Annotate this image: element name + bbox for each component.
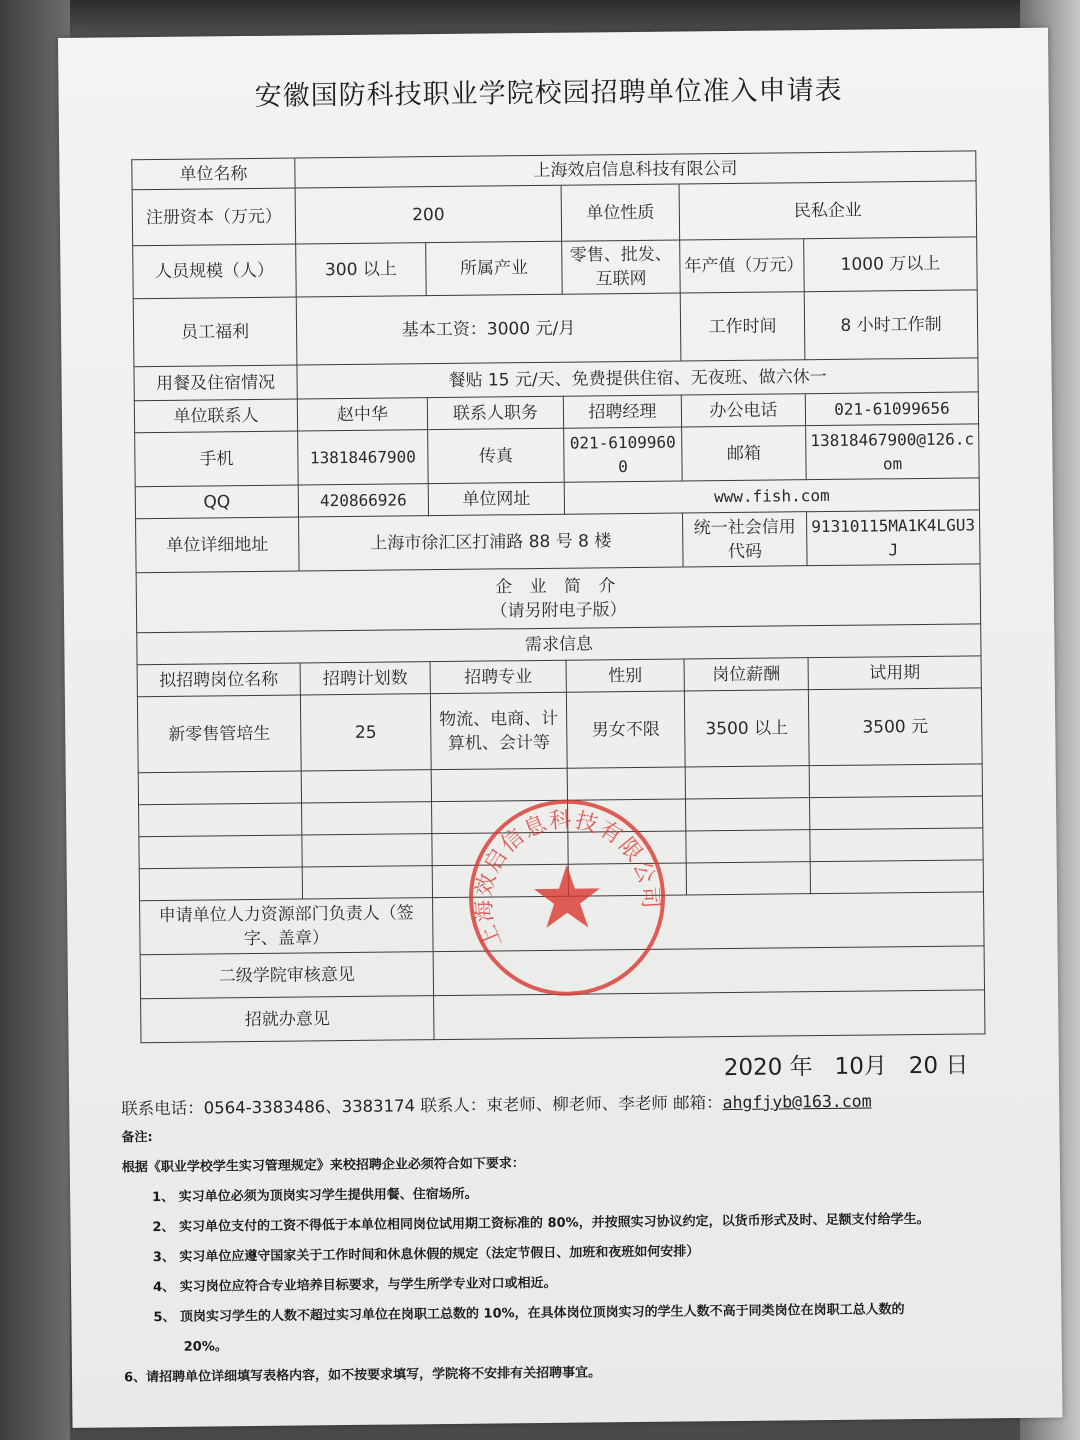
- note-item: 5、 顶岗实习学生的人数不超过实习单位在岗职工总数的 10%，在具体岗位顶岗实习的学生人数不高于同类岗位在岗职工总人数的: [153, 1302, 905, 1326]
- office-label: 办公电话: [681, 394, 805, 427]
- company-intro: [136, 564, 981, 633]
- row-hr: [140, 892, 985, 955]
- footer-contact: [121, 1088, 872, 1120]
- empty-cell[interactable]: [139, 835, 302, 869]
- meal-value[interactable]: 餐贴 15 元/天、免费提供住宿、无夜班、做六休一: [297, 358, 978, 399]
- industry-value[interactable]: 零售、批发、互联网: [562, 240, 681, 294]
- footer-contact-text: 联系电话：0564-3383486、3383174 联系人：束老师、柳老师、李老师 邮箱：: [121, 1093, 723, 1119]
- demand-header: 试用期: [808, 656, 981, 690]
- row-mobile: [135, 424, 980, 487]
- row-intro: [136, 564, 981, 633]
- demand-cell-salary[interactable]: 3500 以上: [684, 690, 809, 767]
- demand-cell-post[interactable]: 新零售管培生: [137, 695, 301, 773]
- fax-label: 传真: [428, 428, 565, 483]
- output-label: 年产值（万元）: [680, 239, 805, 293]
- website-label: 单位网址: [428, 482, 564, 515]
- address-value[interactable]: 上海市徐汇区打浦路 88 号 8 楼: [299, 513, 684, 571]
- nature-value[interactable]: 民私企业: [679, 181, 977, 240]
- empty-cell[interactable]: [302, 866, 432, 899]
- demand-header: 性别: [566, 659, 684, 692]
- demand-header: 岗位薪酬: [684, 658, 808, 691]
- empty-cell[interactable]: [686, 798, 810, 831]
- empty-cell[interactable]: [302, 802, 432, 835]
- demand-row: [137, 688, 982, 773]
- empty-cell[interactable]: [810, 828, 983, 862]
- date-month: 10: [834, 1053, 865, 1080]
- empty-cell[interactable]: [809, 796, 982, 830]
- contact-value[interactable]: 赵中华: [297, 398, 427, 431]
- row-staff: [133, 237, 978, 299]
- empty-cell[interactable]: [686, 862, 810, 895]
- worktime-label: 工作时间: [680, 292, 805, 361]
- worktime-value[interactable]: 8 小时工作制: [804, 290, 978, 360]
- application-form-table: [131, 150, 985, 1043]
- address-label: 单位详细地址: [136, 517, 300, 573]
- hr-signature-cell[interactable]: [433, 892, 985, 952]
- date-day-unit: 日: [945, 1052, 969, 1079]
- demand-title: 需求信息: [137, 624, 981, 665]
- capital-label: 注册资本（万元）: [132, 188, 296, 246]
- demand-header: 拟招聘岗位名称: [137, 663, 300, 697]
- intro-title: 企 业 简 介: [495, 575, 622, 597]
- qq-value[interactable]: 420866926: [298, 484, 428, 517]
- note-item: 3、 实习单位应遵守国家关于工作时间和休息休假的规定（法定节假日、加班和夜班如何安排）: [152, 1244, 700, 1266]
- row-capital: [132, 181, 977, 246]
- date-year: 2020: [723, 1054, 783, 1082]
- output-value[interactable]: 1000 万以上: [804, 237, 978, 292]
- empty-cell[interactable]: [432, 832, 568, 865]
- qq-label: QQ: [135, 485, 298, 519]
- office-opinion-cell[interactable]: [434, 990, 985, 1040]
- paper-sheet: [58, 28, 1063, 1428]
- sign-date: [724, 1047, 969, 1083]
- meal-label: 用餐及住宿情况: [134, 365, 297, 401]
- row-address: [136, 510, 981, 573]
- position-label: 联系人职务: [427, 396, 563, 429]
- demand-cell-major[interactable]: 物流、电商、计算机、会计等: [430, 692, 567, 769]
- office-opinion-label: 招就办意见: [141, 996, 434, 1043]
- date-month-unit: 月: [863, 1053, 888, 1080]
- footer-email-link[interactable]: ahgfjyb@163.com: [722, 1091, 872, 1113]
- credit-value[interactable]: 91310115MA1K4LGU3J: [807, 510, 981, 566]
- empty-cell[interactable]: [302, 834, 432, 867]
- welfare-value[interactable]: 基本工资：3000 元/月: [296, 293, 681, 365]
- empty-cell[interactable]: [138, 771, 301, 805]
- website-value[interactable]: www.fish.com: [564, 478, 979, 514]
- credit-label: 统一社会信用代码: [683, 512, 808, 567]
- empty-cell[interactable]: [431, 768, 567, 801]
- empty-cell[interactable]: [139, 803, 302, 837]
- notes-intro: 根据《职业学校学生实习管理规定》来校招聘企业必须符合如下要求：: [121, 1156, 525, 1176]
- office-value[interactable]: 021-61099656: [805, 392, 978, 426]
- seal-text: 上海效启信息科技有限公司: [471, 807, 663, 952]
- capital-value[interactable]: 200: [295, 185, 562, 244]
- note-item: 4、 实习岗位应符合专业培养目标要求，与学生所学专业对口或相近。: [153, 1275, 557, 1296]
- date-year-unit: 年: [789, 1054, 813, 1081]
- demand-cell-probation[interactable]: 3500 元: [808, 688, 982, 766]
- company-label: 单位名称: [132, 158, 295, 190]
- note-item: 6、请招聘单位详细填写表格内容，如不按要求填写，学院将不安排有关招聘事宜。: [123, 1365, 602, 1386]
- demand-cell-count[interactable]: 25: [300, 694, 431, 771]
- empty-cell[interactable]: [432, 800, 568, 833]
- contact-label: 单位联系人: [134, 399, 297, 433]
- note-item-continued: 20%。: [183, 1339, 228, 1355]
- empty-cell[interactable]: [810, 860, 983, 894]
- mobile-value[interactable]: 13818467900: [298, 430, 429, 485]
- empty-cell[interactable]: [685, 766, 809, 799]
- college-opinion-cell[interactable]: [433, 946, 984, 996]
- company-value[interactable]: 上海效启信息科技有限公司: [295, 151, 976, 188]
- empty-cell[interactable]: [301, 770, 431, 803]
- welfare-label: 员工福利: [133, 297, 297, 367]
- date-day: 20: [908, 1052, 939, 1080]
- empty-cell[interactable]: [568, 863, 686, 896]
- email-label: 邮箱: [682, 426, 807, 481]
- position-value[interactable]: 招聘经理: [563, 395, 681, 428]
- fax-value[interactable]: 021-61099600: [564, 427, 683, 482]
- empty-cell[interactable]: [432, 864, 568, 897]
- row-office: [141, 990, 985, 1043]
- notes-title: 备注:: [121, 1130, 153, 1146]
- notes-section: [121, 1114, 1024, 1393]
- demand-header: 招聘专业: [430, 660, 566, 693]
- demand-cell-gender[interactable]: 男女不限: [566, 691, 685, 768]
- empty-cell[interactable]: [568, 799, 686, 832]
- row-welfare: [133, 290, 978, 367]
- demand-header: 招聘计划数: [300, 662, 430, 695]
- nature-label: 单位性质: [561, 184, 680, 241]
- mobile-label: 手机: [135, 431, 299, 487]
- hr-label: 申请单位人力资源部门负责人（签字、盖章）: [140, 898, 434, 955]
- industry-label: 所属产业: [426, 241, 563, 295]
- email-value[interactable]: 13818467900@126.com: [806, 424, 980, 480]
- note-item: 2、 实习单位支付的工资不得低于本单位相同岗位试用期工资标准的 80%，并按照实习协议约定，以货币形式及时、足额支付给学生。: [152, 1211, 930, 1236]
- intro-note: （请另附电子版）: [490, 599, 627, 622]
- note-item: 1、 实习单位必须为顶岗实习学生提供用餐、住宿场所。: [152, 1186, 478, 1206]
- page-title: 安徽国防科技职业学院校园招聘单位准入申请表: [254, 74, 843, 112]
- empty-cell[interactable]: [567, 767, 685, 800]
- staff-value[interactable]: 300 以上: [296, 243, 427, 297]
- college-label: 二级学院审核意见: [140, 952, 433, 999]
- empty-cell[interactable]: [139, 867, 302, 901]
- empty-cell[interactable]: [568, 831, 686, 864]
- empty-cell[interactable]: [809, 764, 982, 798]
- staff-label: 人员规模（人）: [133, 244, 297, 299]
- empty-cell[interactable]: [686, 830, 810, 863]
